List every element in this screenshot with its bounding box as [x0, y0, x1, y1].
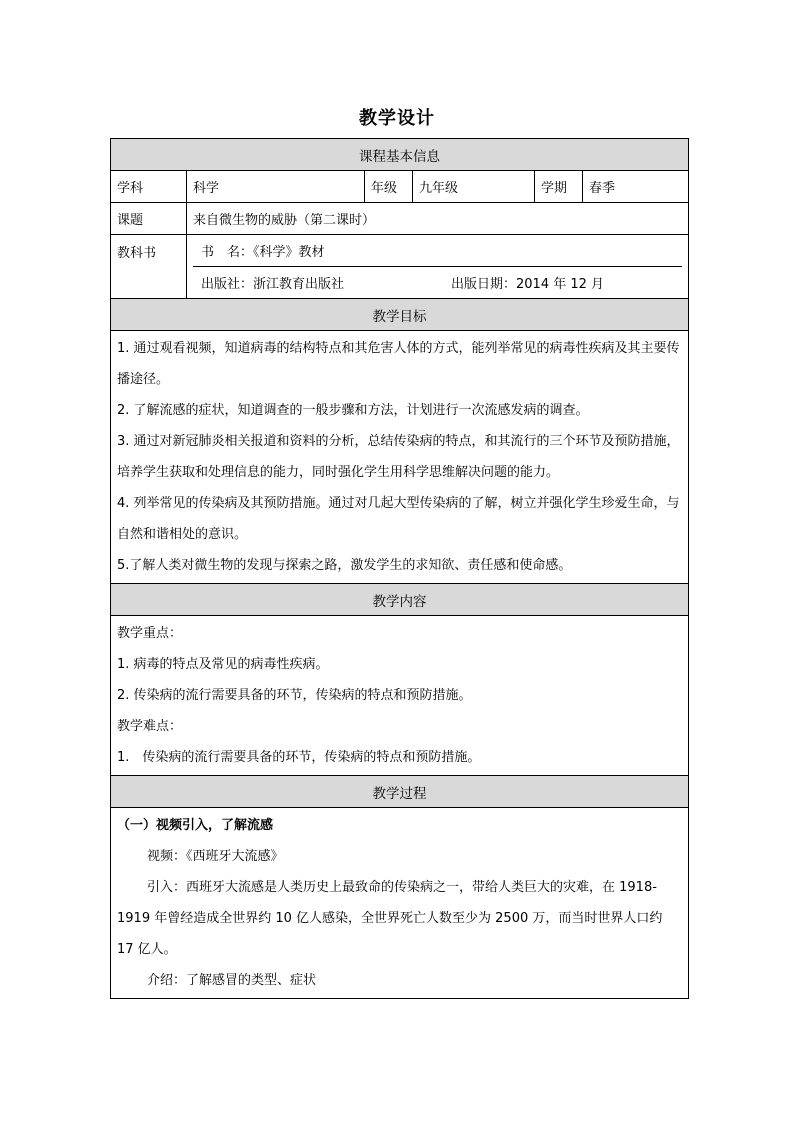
subject-row	[111, 171, 689, 203]
textbook-label: 教科书	[111, 235, 187, 299]
process-header: 教学过程	[111, 776, 689, 808]
difficult-points-label: 教学难点：	[117, 719, 183, 734]
key-points-label: 教学重点：	[117, 626, 183, 641]
subject-value: 科学	[187, 171, 365, 203]
present-line: 介绍：了解感冒的类型、症状	[147, 973, 317, 988]
key-point: 1. 病毒的特点及常见的病毒性疾病。	[117, 657, 329, 672]
grade-label: 年级	[365, 171, 413, 203]
objective-item: 4. 列举常见的传染病及其预防措施。通过对几起大型传染病的了解，树立并强化学生珍爱生命，与自然和谐相处的意识。	[117, 496, 680, 542]
term-value: 春季	[583, 171, 689, 203]
content-body	[111, 616, 689, 776]
content-header: 教学内容	[111, 584, 689, 616]
book-name: 书 名：《科学》教材	[201, 245, 325, 260]
objective-item: 3. 通过对新冠肺炎相关报道和资料的分析，总结传染病的特点，和其流行的三个环节及预防措施，培养学生获取和处理信息的能力，同时强化学生用科学思维解决问题的能力。	[117, 434, 680, 480]
publish-date: 出版日期：2014 年 12 月	[451, 277, 605, 292]
topic-label: 课题	[111, 203, 187, 235]
intro-paragraph: 引入：西班牙大流感是人类历史上最致命的传染病之一，带给人类巨大的灾难，在 1918-1919 年曾经造成全世界约 10 亿人感染，全世界死亡人数至少为 2500 万，而当时世界人口约 17 亿人。	[117, 880, 663, 957]
objectives-header: 教学目标	[111, 299, 689, 331]
basic-info-header: 课程基本信息	[111, 139, 689, 171]
key-point: 2. 传染病的流行需要具备的环节，传染病的特点和预防措施。	[117, 688, 472, 703]
section-title: （一）视频引入，了解流感	[117, 818, 274, 833]
objective-item: 5.了解人类对微生物的发现与探索之路，激发学生的求知欲、责任感和使命感。	[117, 558, 572, 573]
objectives-list	[111, 331, 689, 584]
textbook-row	[111, 235, 689, 299]
objective-item: 1. 通过观看视频，知道病毒的结构特点和其危害人体的方式，能列举常见的病毒性疾病及其主要传播途径。	[117, 341, 680, 387]
topic-value: 来自微生物的威胁（第二课时）	[187, 203, 689, 235]
difficult-point: 1. 传染病的流行需要具备的环节，传染病的特点和预防措施。	[117, 750, 481, 765]
grade-value: 九年级	[413, 171, 535, 203]
page-title: 教学设计	[359, 108, 435, 129]
publisher: 出版社：浙江教育出版社	[201, 277, 345, 292]
process-body	[111, 808, 689, 999]
term-label: 学期	[535, 171, 583, 203]
objective-item: 2. 了解流感的症状，知道调查的一般步骤和方法，计划进行一次流感发病的调查。	[117, 403, 589, 418]
video-line: 视频：《西班牙大流感》	[147, 849, 284, 864]
topic-row	[111, 203, 689, 235]
textbook-info	[187, 235, 689, 299]
subject-label: 学科	[111, 171, 187, 203]
lesson-plan-table	[110, 138, 689, 999]
